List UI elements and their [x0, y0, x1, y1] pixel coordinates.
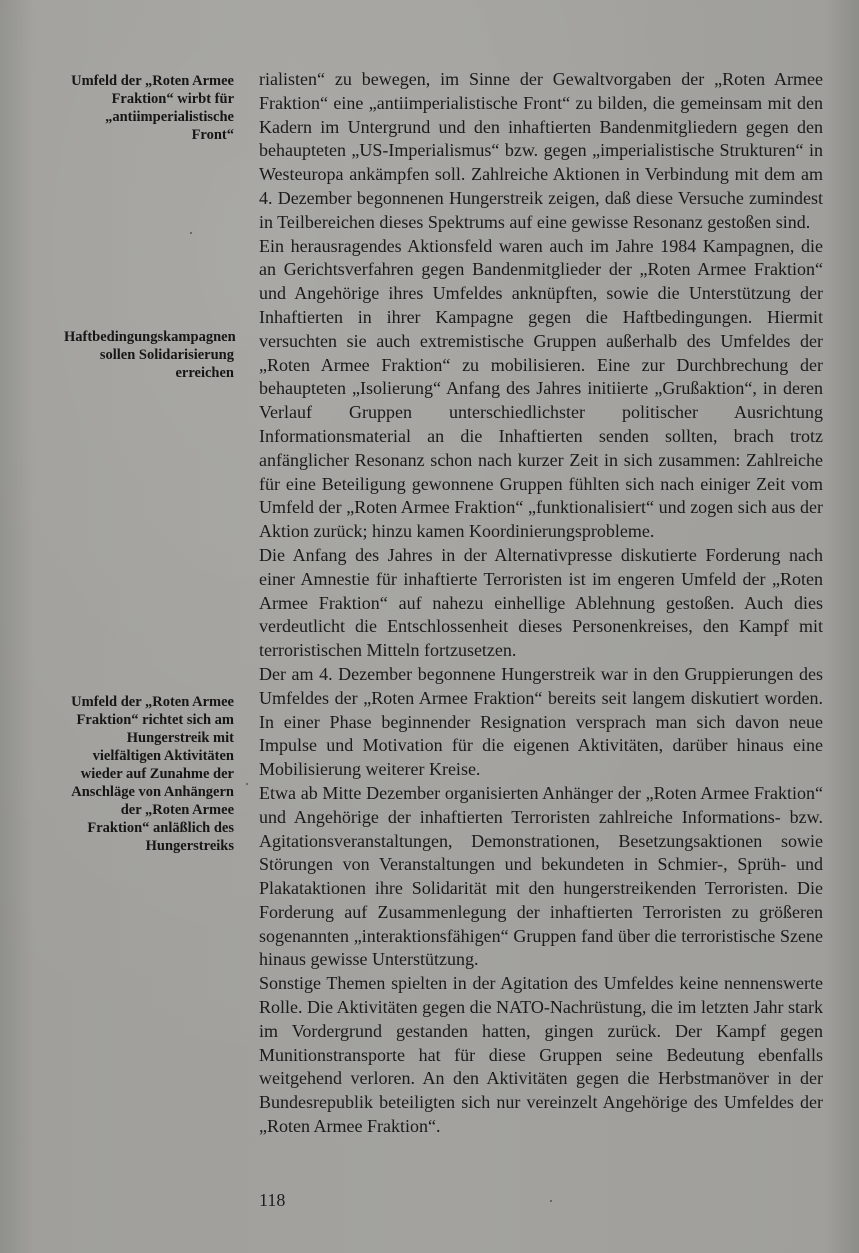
paragraph-2: Ein herausragendes Aktionsfeld waren auch im Jahre 1984 Kampagnen, die an Gerichtsverfahren gegen Bandenmitglieder der „Roten Armee Fraktion“ und Angehörige ihres Umfeldes anknüpften, sowie die Unterstützung der Inhaftierten in ihrer Kampagne gegen die Haftbedingungen. Hiermit versuchten sie auch extremistische Gruppen außerhalb des Umfeldes der „Roten Armee Fraktion“ zu mobilisieren. Eine zur Durchbrechung der behaupteten „Isolierung“ Anfang des Jahres initiierte „Grußaktion“, in deren Verlauf Gruppen unterschiedlichster politischer Ausrichtung Informationsmaterial an die Inhaftierten senden sollten, brach trotz anfänglicher Resonanz schon nach kurzer Zeit in sich zusammen: Zahlreiche für eine Beteiligung gewonnene Gruppen fühlten sich nach einiger Zeit vom Umfeld der „Roten Armee Fraktion“ „funktionalisiert“ und zogen sich aus der Aktion zurück; hinzu kamen Koordinierungsprobleme. — [259, 235, 823, 542]
margin-note-detention-campaigns: Haftbedingungskampagnen sollen Solidarisierung erreichen — [64, 329, 236, 381]
body-text — [259, 68, 823, 1139]
paragraph-1: rialisten“ zu bewegen, im Sinne der Gewaltvorgaben der „Roten Armee Fraktion“ eine „antiimperialistische Front“ zu bilden, die gemeinsam mit den Kadern im Untergrund und den inhaftierten Bandenmitgliedern gegen den behaupteten „US-Imperialismus“ bzw. gegen „imperialistische Strukturen“ in Westeuropa ankämpfen soll. Zahlreiche Aktionen in Verbindung mit dem am 4. Dezember begonnenen Hungerstreik zeigen, daß diese Versuche zumindest in Teilbereichen dieses Spektrums auf eine gewisse Resonanz gestoßen sind. — [259, 69, 823, 232]
margin-note-antiimperialist-front: Umfeld der „Roten Armee Fraktion“ wirbt für „antiimperialistische Front“ — [71, 73, 234, 143]
margin-note-hunger-strike: Umfeld der „Roten Armee Fraktion“ richtet sich am Hungerstreik mit vielfältigen Aktivitäten wieder auf Zunahme der Anschläge von Anhängern der „Roten Armee Fraktion“ anläßlich des Hungerstreiks — [71, 694, 234, 854]
page-number: 118 — [259, 1190, 286, 1210]
paragraph-6: Sonstige Themen spielten in der Agitation des Umfeldes keine nennenswerte Rolle. Die Aktivitäten gegen die NATO-Nachrüstung, die im letzten Jahr stark im Vordergrund gestanden hatten, gingen zurück. Der Kampf gegen Munitionstransporte hat für diese Gruppen seine Bedeutung ebenfalls weitgehend verloren. An den Aktivitäten gegen die Herbstmanöver in der Bundesrepublik beteiligten sich nur vereinzelt Angehörige des Umfeldes der „Roten Armee Fraktion“. — [259, 973, 823, 1137]
paragraph-5: Etwa ab Mitte Dezember organisierten Anhänger der „Roten Armee Fraktion“ und Angehörige der inhaftierten Terroristen zahlreiche Informations- bzw. Agitationsveranstaltungen, Demonstrationen, Besetzungsaktionen sowie Störungen von Veranstaltungen und bekundeten in Schmier-, Sprüh- und Plakataktionen ihre Solidarität mit den hungerstreikenden Terroristen. Die Forderung auf Zusammenlegung der inhaftierten Terroristen zu größeren sogenannten „interaktionsfähigen“ Gruppen fand über die terroristische Szene hinaus gewisse Unterstützung. — [259, 782, 823, 970]
scan-speck — [550, 1200, 552, 1202]
paragraph-3: Die Anfang des Jahres in der Alternativpresse diskutierte Forderung nach einer Amnestie für inhaftierte Terroristen ist im engeren Umfeld der „Roten Armee Fraktion“ auf nahezu einhellige Ablehnung gestoßen. Auch dies verdeutlicht die Entschlossenheit dieses Personenkreises, den Kampf mit terroristischen Mitteln fortzusetzen. — [259, 544, 823, 661]
paragraph-4: Der am 4. Dezember begonnene Hungerstreik war in den Gruppierungen des Umfeldes der „Roten Armee Fraktion“ bereits seit langem diskutiert worden. In einer Phase beginnender Resignation versprach man sich davon neue Impulse und Motivation für die eigenen Aktivitäten, darüber hinaus eine Mobilisierung weiterer Kreise. — [259, 663, 823, 780]
scan-speck — [190, 232, 192, 234]
scan-speck — [246, 783, 248, 785]
